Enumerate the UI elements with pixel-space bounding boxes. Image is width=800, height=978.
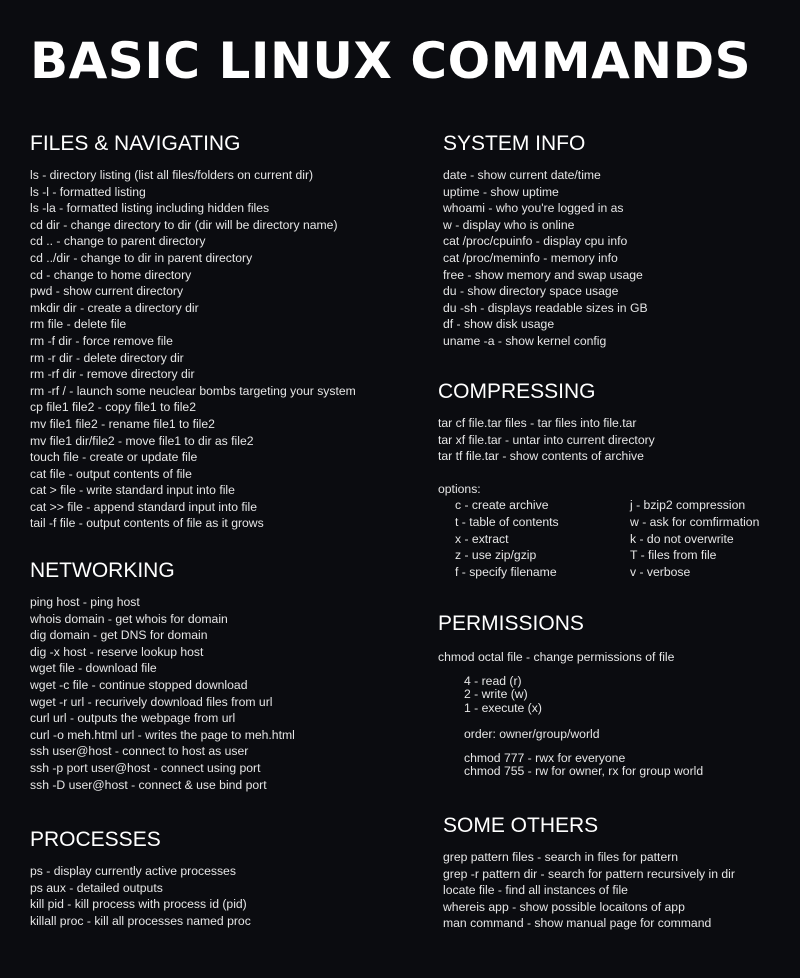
option-line: f - specify filename: [455, 565, 557, 580]
command-line: rm file - delete file: [30, 317, 127, 332]
permission-value: 2 - write (w): [464, 687, 528, 702]
command-line: cat > file - write standard input into file: [30, 483, 235, 498]
command-line: cp file1 file2 - copy file1 to file2: [30, 400, 196, 415]
command-line: touch file - create or update file: [30, 450, 198, 465]
system-info-heading: SYSTEM INFO: [443, 132, 586, 155]
option-line: j - bzip2 compression: [630, 498, 746, 513]
command-line: killall proc - kill all processes named proc: [30, 913, 251, 928]
files-navigating-list: [30, 167, 356, 532]
processes-heading: PROCESSES: [30, 828, 161, 851]
command-line: curl -o meh.html url - writes the page to meh.html: [30, 727, 295, 742]
command-line: whoami - who you're logged in as: [443, 201, 624, 216]
command-line: du - show directory space usage: [443, 284, 619, 299]
networking-section: [30, 560, 295, 793]
command-line: uptime - show uptime: [443, 184, 559, 199]
command-line: tar xf file.tar - untar into current directory: [438, 432, 655, 447]
command-line: rm -f dir - force remove file: [30, 333, 173, 348]
options-right-column: [630, 497, 759, 580]
command-line: ps aux - detailed outputs: [30, 880, 163, 895]
command-line: date - show current date/time: [443, 168, 601, 182]
system-info-list: [443, 167, 648, 350]
option-line: x - extract: [455, 531, 509, 546]
command-line: ps - display currently active processes: [30, 864, 236, 878]
chmod-example: chmod 777 - rwx for everyone: [464, 750, 626, 765]
command-line: cat >> file - append standard input into file: [30, 499, 257, 514]
command-line: whois domain - get whois for domain: [30, 611, 228, 626]
option-line: k - do not overwrite: [630, 531, 734, 546]
command-line: grep -r pattern dir - search for pattern recursively in dir: [443, 866, 735, 881]
command-line: grep pattern files - search in files for pattern: [443, 850, 679, 864]
command-line: uname -a - show kernel config: [443, 333, 607, 348]
compressing-list: [438, 415, 655, 465]
options-grid: [438, 497, 760, 582]
options-left-column: [455, 497, 559, 580]
permissions-heading: PERMISSIONS: [438, 612, 584, 635]
command-line: wget file - download file: [30, 661, 157, 676]
command-line: kill pid - kill process with process id (pid): [30, 897, 247, 912]
command-line: ping host - ping host: [30, 595, 140, 609]
command-line: cd - change to home directory: [30, 267, 192, 282]
system-info-section: [443, 133, 648, 350]
some-others-list: [443, 849, 735, 932]
command-line: rm -rf / - launch some neuclear bombs targeting your system: [30, 383, 356, 398]
command-line: ssh user@host - connect to host as user: [30, 744, 249, 759]
command-line: ls -l - formatted listing: [30, 184, 146, 199]
command-line: df - show disk usage: [443, 317, 555, 332]
command-line: ls -la - formatted listing including hidden files: [30, 201, 270, 216]
command-line: tar tf file.tar - show contents of archive: [438, 449, 644, 464]
command-line: du -sh - displays readable sizes in GB: [443, 300, 648, 315]
command-line: mv file1 dir/file2 - move file1 to dir as file2: [30, 433, 254, 448]
command-line: rm -r dir - delete directory dir: [30, 350, 184, 365]
some-others-section: [443, 815, 735, 932]
command-line: locate file - find all instances of file: [443, 883, 628, 898]
command-line: mv file1 file2 - rename file1 to file2: [30, 416, 215, 431]
command-line: ssh -D user@host - connect & use bind port: [30, 777, 267, 792]
command-line: mkdir dir - create a directory dir: [30, 300, 199, 315]
networking-list: [30, 594, 295, 793]
command-line: cd .. - change to parent directory: [30, 234, 206, 249]
command-line: ssh -p port user@host - connect using port: [30, 760, 261, 775]
option-line: v - verbose: [630, 565, 691, 580]
option-line: T - files from file: [630, 548, 717, 563]
chmod-line: chmod octal file - change permissions of file: [438, 650, 675, 664]
files-navigating-heading: FILES & NAVIGATING: [30, 132, 241, 155]
command-line: pwd - show current directory: [30, 284, 184, 299]
compressing-heading: COMPRESSING: [438, 380, 596, 403]
command-line: tar cf file.tar files - tar files into file.tar: [438, 416, 637, 430]
options-label: options:: [438, 481, 481, 496]
option-line: c - create archive: [455, 498, 549, 513]
command-line: tail -f file - output contents of file as it grows: [30, 516, 264, 531]
chmod-examples: [464, 752, 703, 779]
files-navigating-section: [30, 133, 356, 532]
command-line: wget -r url - recurively download files from url: [30, 694, 273, 709]
permission-order: order: owner/group/world: [464, 727, 600, 742]
command-line: free - show memory and swap usage: [443, 267, 643, 282]
option-line: z - use zip/gzip: [455, 548, 537, 563]
command-line: cat /proc/cpuinfo - display cpu info: [443, 234, 628, 249]
command-line: curl url - outputs the webpage from url: [30, 711, 236, 726]
command-line: man command - show manual page for command: [443, 916, 712, 931]
command-line: cd ../dir - change to dir in parent directory: [30, 250, 253, 265]
chmod-example: chmod 755 - rw for owner, rx for group world: [464, 764, 704, 779]
command-line: whereis app - show possible locaitons of app: [443, 899, 685, 914]
command-line: dig domain - get DNS for domain: [30, 628, 208, 643]
permissions-section: [438, 613, 703, 779]
command-line: ls - directory listing (list all files/folders on current dir): [30, 168, 314, 182]
permission-value: 4 - read (r): [464, 673, 522, 688]
networking-heading: NETWORKING: [30, 559, 175, 582]
command-line: dig -x host - reserve lookup host: [30, 644, 204, 659]
command-line: cat /proc/meminfo - memory info: [443, 250, 618, 265]
command-line: w - display who is online: [443, 217, 575, 232]
option-line: t - table of contents: [455, 515, 559, 530]
permission-values: [464, 675, 703, 716]
processes-section: [30, 829, 251, 929]
permission-value: 1 - execute (x): [464, 700, 542, 715]
page-title: BASIC LINUX COMMANDS: [30, 32, 752, 90]
command-line: wget -c file - continue stopped download: [30, 677, 248, 692]
command-line: rm -rf dir - remove directory dir: [30, 367, 195, 382]
command-line: cd dir - change directory to dir (dir will be directory name): [30, 217, 338, 232]
option-line: w - ask for comfirmation: [630, 515, 760, 530]
command-line: cat file - output contents of file: [30, 466, 192, 481]
processes-list: [30, 863, 251, 929]
some-others-heading: SOME OTHERS: [443, 814, 599, 837]
compressing-section: [438, 380, 760, 582]
